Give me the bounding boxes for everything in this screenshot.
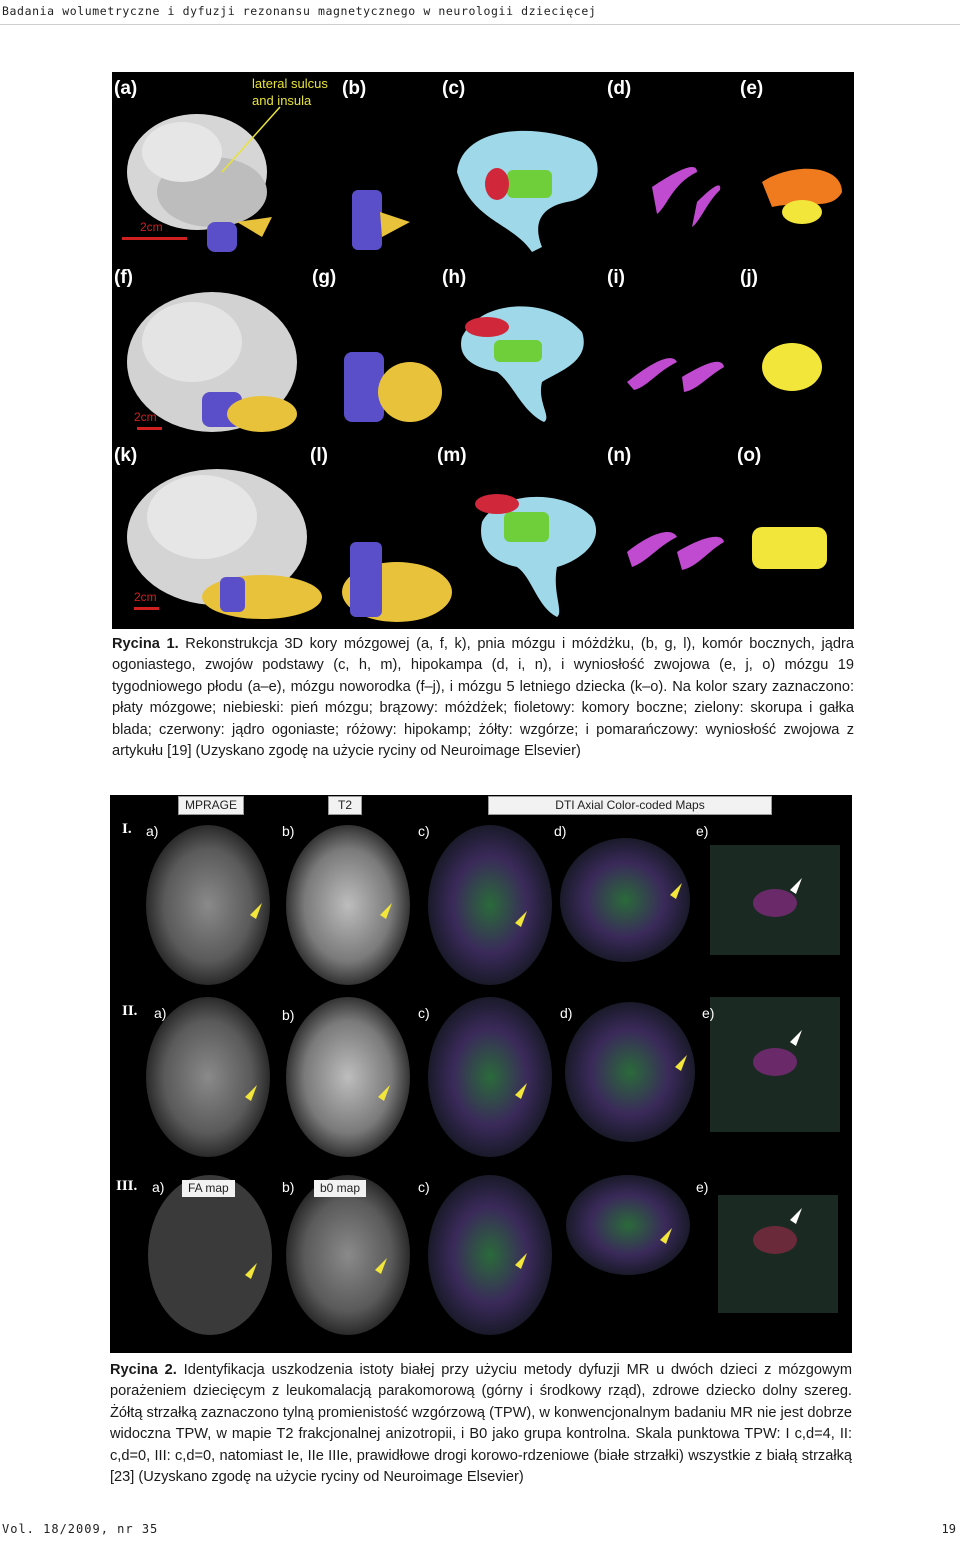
panel-label-c: (c): [442, 78, 466, 99]
panel-label-f: (f): [114, 267, 133, 288]
row1-col-c: c): [418, 823, 430, 839]
b0-map-tag: b0 map: [314, 1180, 366, 1197]
row1-col-e: e): [696, 823, 709, 839]
row1-col-b: b): [282, 823, 295, 839]
panel-label-k: (k): [114, 445, 138, 466]
header-mprage: MPRAGE: [178, 796, 244, 815]
figure-2-caption-label: Rycina 2.: [110, 1362, 177, 1378]
row2-col-a: a): [154, 1005, 167, 1021]
header-t2: T2: [328, 796, 362, 815]
fetal-ventricles-render: [457, 131, 598, 252]
scale-label-k: 2cm: [134, 590, 157, 604]
figure-2-mri-scans: [110, 795, 852, 1353]
row-label-1: I.: [122, 821, 132, 837]
panel-label-o: (o): [737, 445, 762, 466]
row3-col-a: a): [152, 1179, 165, 1195]
row1-col-d: d): [554, 823, 567, 839]
panel-label-i: (i): [607, 267, 625, 288]
header-rule: [0, 24, 960, 25]
figure-1-caption-text: Rekonstrukcja 3D kory mózgowej (a, f, k), pnia mózgu i móżdżku, (b, g, l), komór bocznych, jądra ogoniastego, zwojów podstawy (c, h, m), hipokampa (d, i, n), i wyniosłość zwojowa (e, j, o) mózgu 19 tygodniowego płodu (a–e), mózgu noworodka (f–j), i mózgu 5 letniego dziecka (k–o). Na kolor szary zaznaczono: płaty mózgowe; niebieski: pień mózgu; brązowy: móżdżek; fioletowy: komory boczne; zielony: skorupa i gałka blada; czerwony: jądro ogoniaste; różowy: hipokamp; żółty: wzgórze; i pomarańczowy: wyniosłość zwojowa z artykułu [19] (Uzyskano zgodę na użycie ryciny od Neuroimage Elsevier): [112, 636, 854, 760]
newborn-ventricles-render: [461, 306, 584, 422]
row2-col-e: e): [702, 1005, 715, 1021]
running-head: Badania wolumetryczne i dyfuzji rezonansu magnetycznego w neurologii dziecięcej: [2, 4, 597, 18]
panel-label-h: (h): [442, 267, 467, 288]
row2-col-b: b): [282, 1007, 295, 1023]
figure-1-caption: [112, 634, 854, 762]
panel-label-g: (g): [312, 267, 337, 288]
page-number: 19: [941, 1522, 956, 1536]
panel-label-e: (e): [740, 78, 764, 99]
row2-col-d: d): [560, 1005, 573, 1021]
panel-label-d: (d): [607, 78, 632, 99]
row3-col-e: e): [696, 1179, 709, 1195]
footer-volume: Vol. 18/2009, nr 35: [2, 1522, 159, 1536]
row-label-3: III.: [116, 1178, 138, 1194]
row1-col-a: a): [146, 823, 159, 839]
panel-label-n: (n): [607, 445, 632, 466]
child-ventricles-render: [475, 494, 596, 617]
figure-1-illustrations: [112, 72, 854, 629]
annotation-lateral-sulcus: lateral sulcus: [252, 76, 328, 91]
panel-label-l: (l): [310, 445, 328, 466]
figure-1: [112, 72, 854, 629]
fa-map-tag: FA map: [182, 1180, 235, 1197]
annotation-insula: and insula: [252, 93, 312, 108]
panel-label-j: (j): [740, 267, 758, 288]
panel-label-b: (b): [342, 78, 367, 99]
figure-1-caption-label: Rycina 1.: [112, 636, 179, 652]
panel-label-m: (m): [437, 445, 467, 466]
row2-col-c: c): [418, 1005, 430, 1021]
figure-2: [110, 795, 852, 1353]
row3-col-b: b): [282, 1179, 295, 1195]
figure-2-caption: [110, 1360, 852, 1488]
figure-2-caption-text: Identyfikacja uszkodzenia istoty białej przy użyciu metody dyfuzji MR u dwóch dzieci z mózgowym porażeniem dziecięcym z leukomalacją parakomorową (górny i środkowy rząd), zdrowe dziecko dolny szereg. Żółtą strzałką zaznaczono tylną promienistość wzgórzową (TPW), w konwencjonalnym badaniu MR nie jest dobrze widoczna TPW, w mapie T2 frakcjonalnej anizotropii, i B0 jako grupa kontrolna. Skala punktowa TPW: I c,d=4, II: c,d=0, III: c,d=0, natomiast Ie, IIe IIIe, prawidłowe drogi korowo-rdzeniowe (białe strzałki) wszystkie z białą strzałką [23] (Uzyskano zgodę na użycie ryciny od Neuroimage Elsevier): [110, 1362, 853, 1486]
scale-label-f: 2cm: [134, 410, 157, 424]
panel-label-a: (a): [114, 78, 138, 99]
fetal-cortex-render: [127, 114, 267, 230]
header-dti: DTI Axial Color-coded Maps: [488, 796, 772, 815]
row-label-2: II.: [122, 1003, 138, 1019]
scale-label-a: 2cm: [140, 220, 163, 234]
row3-col-c: c): [418, 1179, 430, 1195]
